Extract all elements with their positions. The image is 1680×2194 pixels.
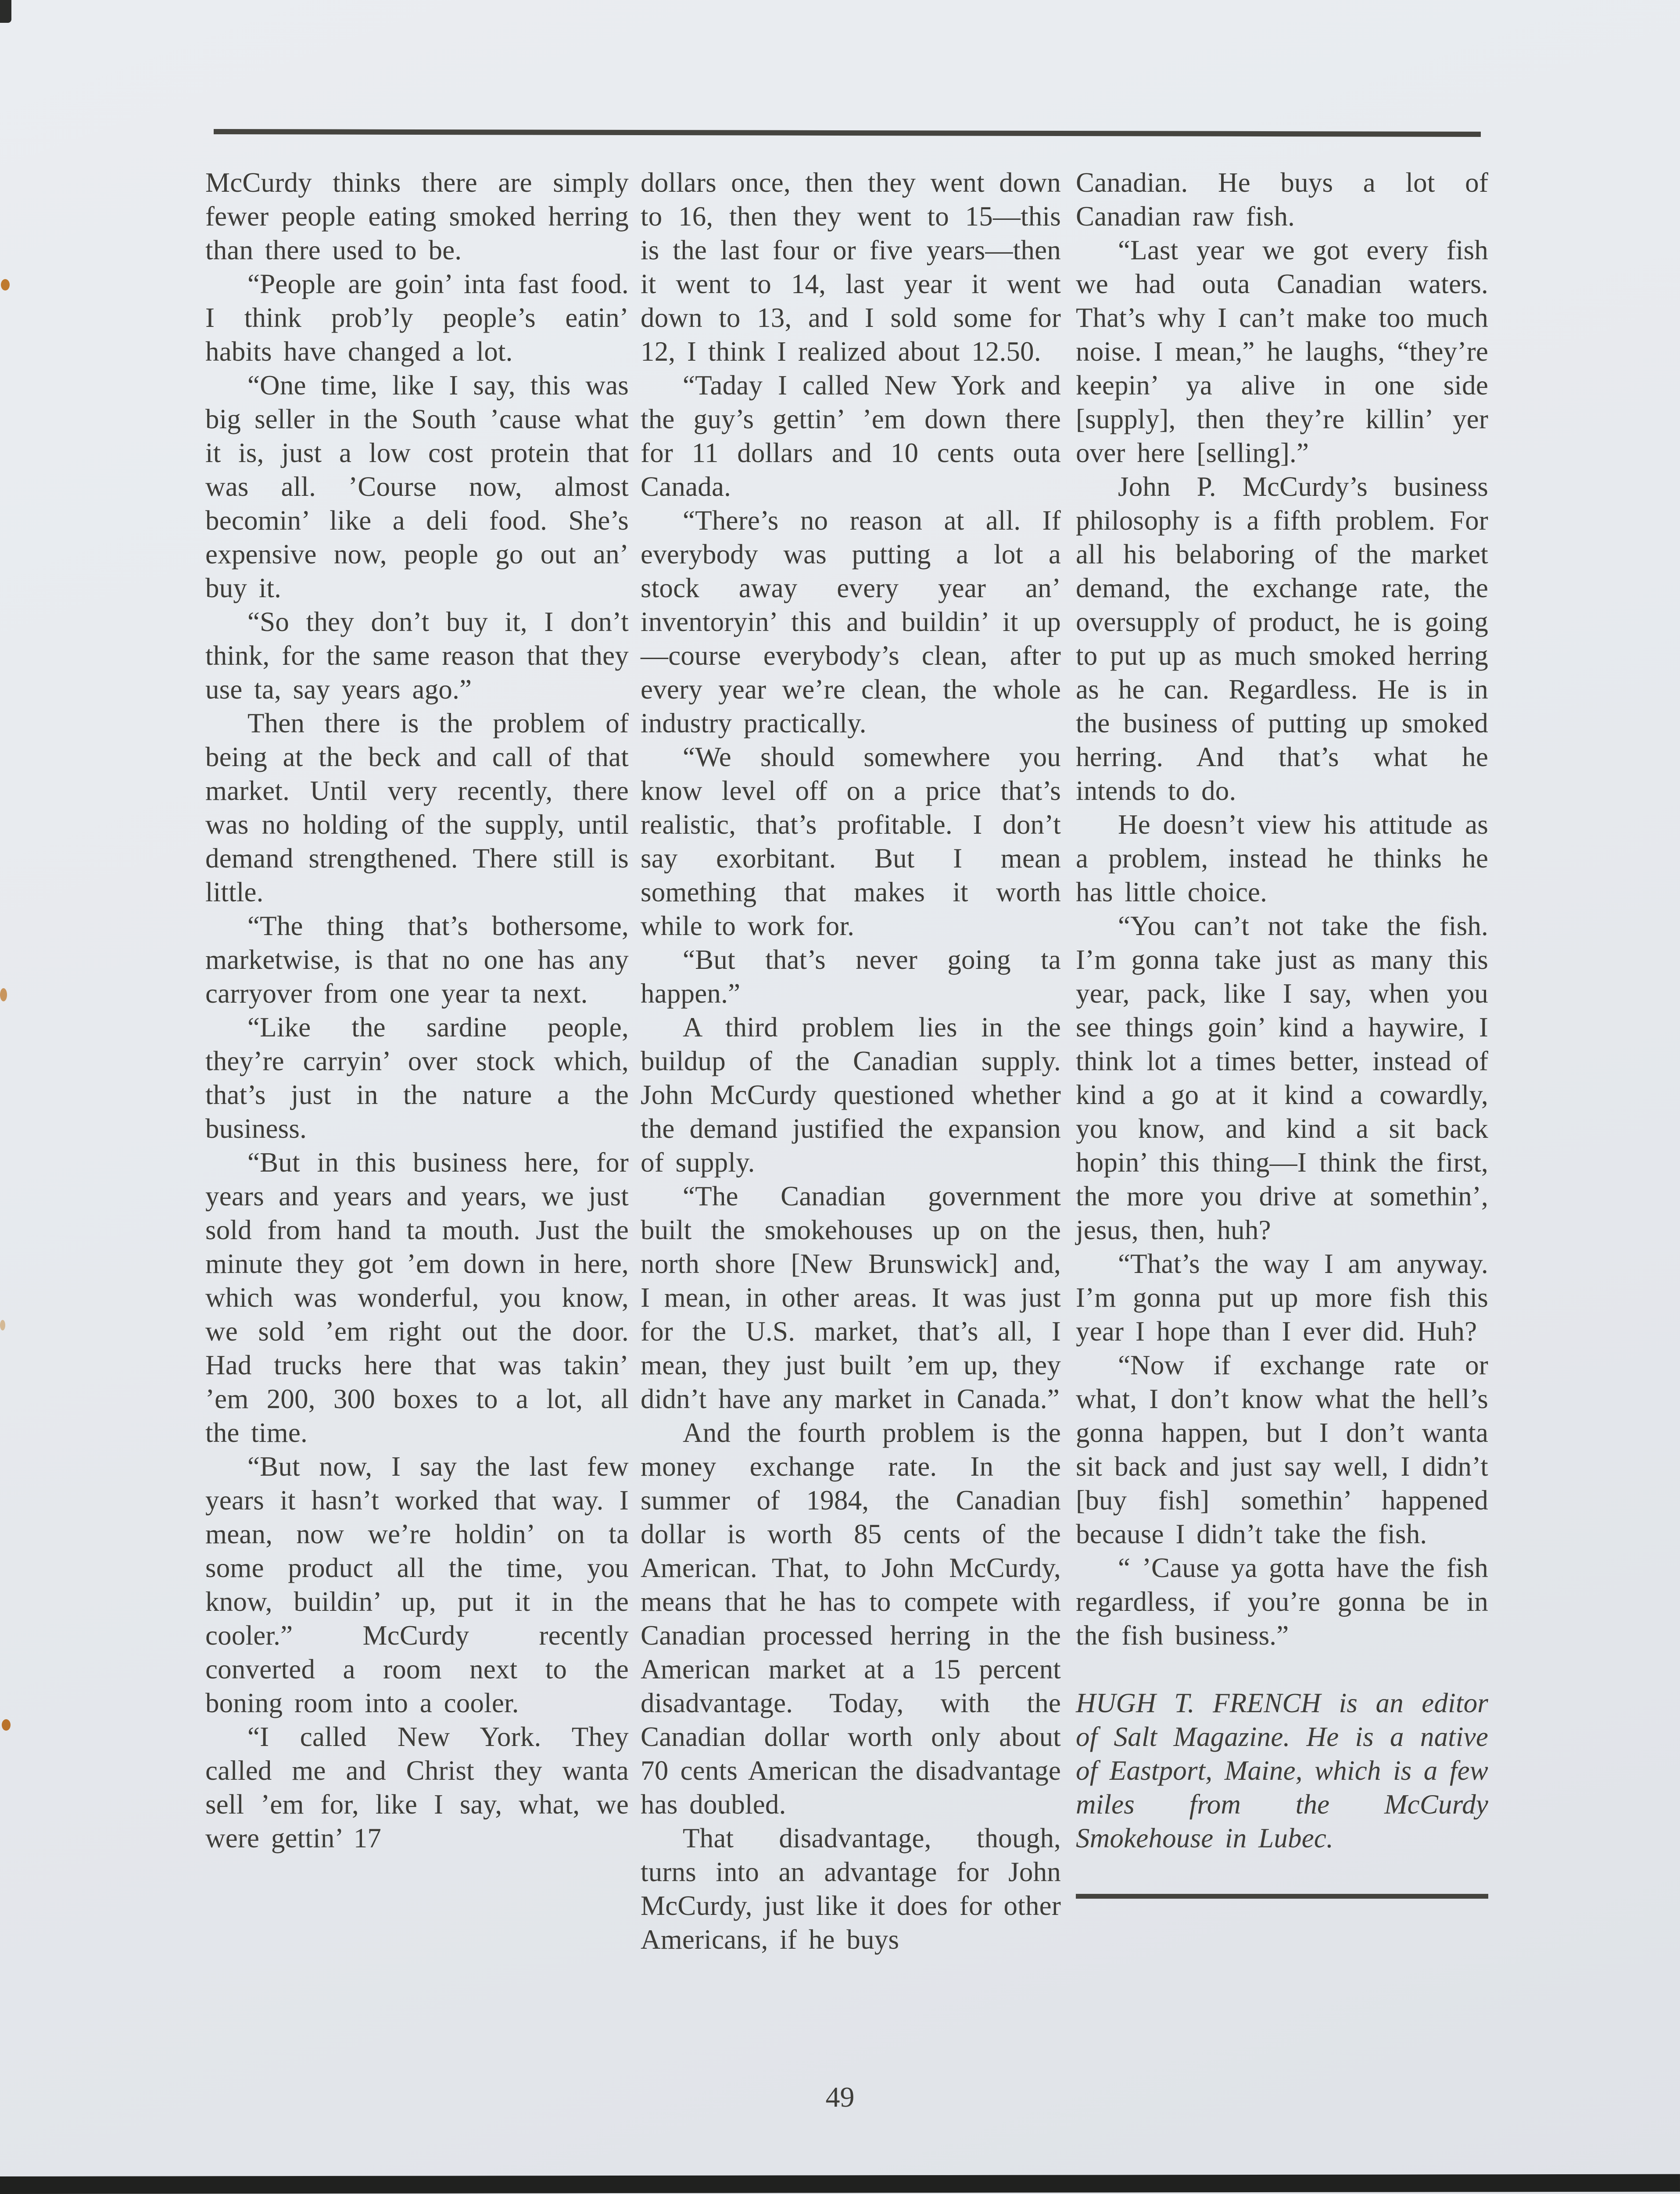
paragraph: “One time, like I say, this was big seller in the South ’cause what it is, just a low cost protein that was all. ’Course now, almost becomin’ like a deli food. She’s expensive now, people go out an’ buy it. [205, 370, 629, 603]
author-bio: HUGH T. FRENCH is an editor of Salt Magazine. He is a native of Eastport, Maine, which is a few miles from the McCurdy Smokehouse in Lubec. [1076, 1688, 1488, 1853]
scan-corner-mark [0, 0, 11, 23]
paragraph: “The Canadian government built the smokehouses up on the north shore [New Brunswick] and, I mean, in other areas. It was just for the U.S. market, that’s all, I mean, they just built ’em up, they didn’t have any market in Canada.” [641, 1181, 1061, 1414]
paragraph: “ ’Cause ya gotta have the fish regardless, if you’re gonna be in the fish business.” [1076, 1552, 1488, 1651]
paragraph: “So they don’t buy it, I don’t think, for the same reason that they use ta, say years ago.” [205, 606, 629, 705]
paragraph: “But in this business here, for years and years and years, we just sold from hand ta mouth. Just the minute they got ’em down in here, which was wonderful, you know, we sold ’em right out the door. Had trucks here that was takin’ ’em 200, 300 boxes to a lot, all the time. [205, 1147, 629, 1448]
paragraph: “But that’s never going ta happen.” [641, 944, 1061, 1009]
paragraph: A third problem lies in the buildup of the Canadian supply. John McCurdy questioned whether the demand justified the expansion of supply. [641, 1012, 1061, 1178]
top-rule [214, 129, 1481, 137]
text-column-2 [641, 166, 1061, 1957]
paragraph: Then there is the problem of being at the beck and call of that market. Until very recently, there was no holding of the supply, until demand strengthened. There still is little. [205, 708, 629, 907]
scan-rust-spot [1, 279, 10, 290]
scan-rust-spot [0, 988, 7, 1001]
paragraph: And the fourth problem is the money exchange rate. In the summer of 1984, the Canadian dollar is worth 85 cents of the American. That, to John McCurdy, means that he has to compete with Canadian processed herring in the American market at a 15 percent disadvantage. Today, with the Canadian dollar worth only about 70 cents American the disadvantage has doubled. [641, 1417, 1061, 1820]
text-column-1 [205, 166, 629, 1855]
paragraph: dollars once, then they went down to 16, then they went to 15—this is the last four or five years—then it went to 14, last year it went down to 13, and I sold some for 12, I think I realized about 12.50. [641, 167, 1061, 367]
paragraph: John P. McCurdy’s business philosophy is a fifth problem. For all his belaboring of the market demand, the exchange rate, the oversupply of product, he is going to put up as much smoked herring as he can. Regardless. He is in the business of putting up smoked herring. And that’s what he intends to do. [1076, 471, 1488, 806]
paragraph: “Like the sardine people, they’re carryin’ over stock which, that’s just in the nature a the business. [205, 1012, 629, 1144]
scan-rust-spot [0, 1320, 5, 1330]
paragraph: “Taday I called New York and the guy’s gettin’ ’em down there for 11 dollars and 10 cents outa Canada. [641, 370, 1061, 502]
paragraph: “People are goin’ inta fast food. I think prob’ly people’s eatin’ habits have changed a lot. [205, 269, 629, 367]
paragraph: That disadvantage, though, turns into an advantage for John McCurdy, just like it does for other Americans, if he buys [641, 1823, 1061, 1955]
paragraph: “I called New York. They called me and Christ they wanta sell ’em for, like I say, what, we were gettin’ 17 [205, 1721, 629, 1853]
paragraph: “But now, I say the last few years it hasn’t worked that way. I mean, now we’re holdin’ on ta some product all the time, you know, buildin’ up, put it in the cooler.” McCurdy recently converted a room next to the boning room into a cooler. [205, 1451, 629, 1718]
paragraph: “That’s the way I am anyway. I’m gonna put up more fish this year I hope than I ever did. Huh? [1076, 1248, 1488, 1347]
paragraph: “You can’t not take the fish. I’m gonna take just as many this year, pack, like I say, when you see things goin’ kind a haywire, I think lot a times better, instead of kind a go at it kind a cowardly, you know, and kind a sit back hopin’ this thing—I think the first, the more you drive at somethin’, jesus, then, huh? [1076, 911, 1488, 1245]
scan-bottom-edge [0, 2174, 1680, 2194]
paragraph: “Now if exchange rate or what, I don’t know what the hell’s gonna happen, but I don’t wanta sit back and just say well, I didn’t [buy fish] somethin’ happened because I didn’t take the fish. [1076, 1350, 1488, 1549]
scan-rust-spot [2, 1719, 11, 1731]
paragraph: “We should somewhere you know level off on a price that’s realistic, that’s profitable. I don’t say exorbitant. But I mean something that makes it worth while to work for. [641, 742, 1061, 941]
paragraph: McCurdy thinks there are simply fewer people eating smoked herring than there used to be. [205, 167, 629, 265]
paragraph: Canadian. He buys a lot of Canadian raw fish. [1076, 167, 1488, 232]
paragraph: “The thing that’s bothersome, marketwise, is that no one has any carryover from one year ta next. [205, 911, 629, 1009]
paragraph: He doesn’t view his attitude as a problem, instead he thinks he has little choice. [1076, 809, 1488, 907]
bio-end-rule [1076, 1894, 1488, 1899]
page-number: 49 [825, 2081, 855, 2113]
paragraph: “Last year we got every fish we had outa Canadian waters. That’s why I can’t make too much noise. I mean,” he laughs, “they’re keepin’ ya alive in one side [supply], then they’re killin’ yer over here [selling].” [1076, 235, 1488, 468]
paragraph: “There’s no reason at all. If everybody was putting a lot a stock away every year an’ inventoryin’ this and buildin’ it up—course everybody’s clean, after every year we’re clean, the whole industry practically. [641, 505, 1061, 739]
text-column-3 [1076, 166, 1488, 1899]
